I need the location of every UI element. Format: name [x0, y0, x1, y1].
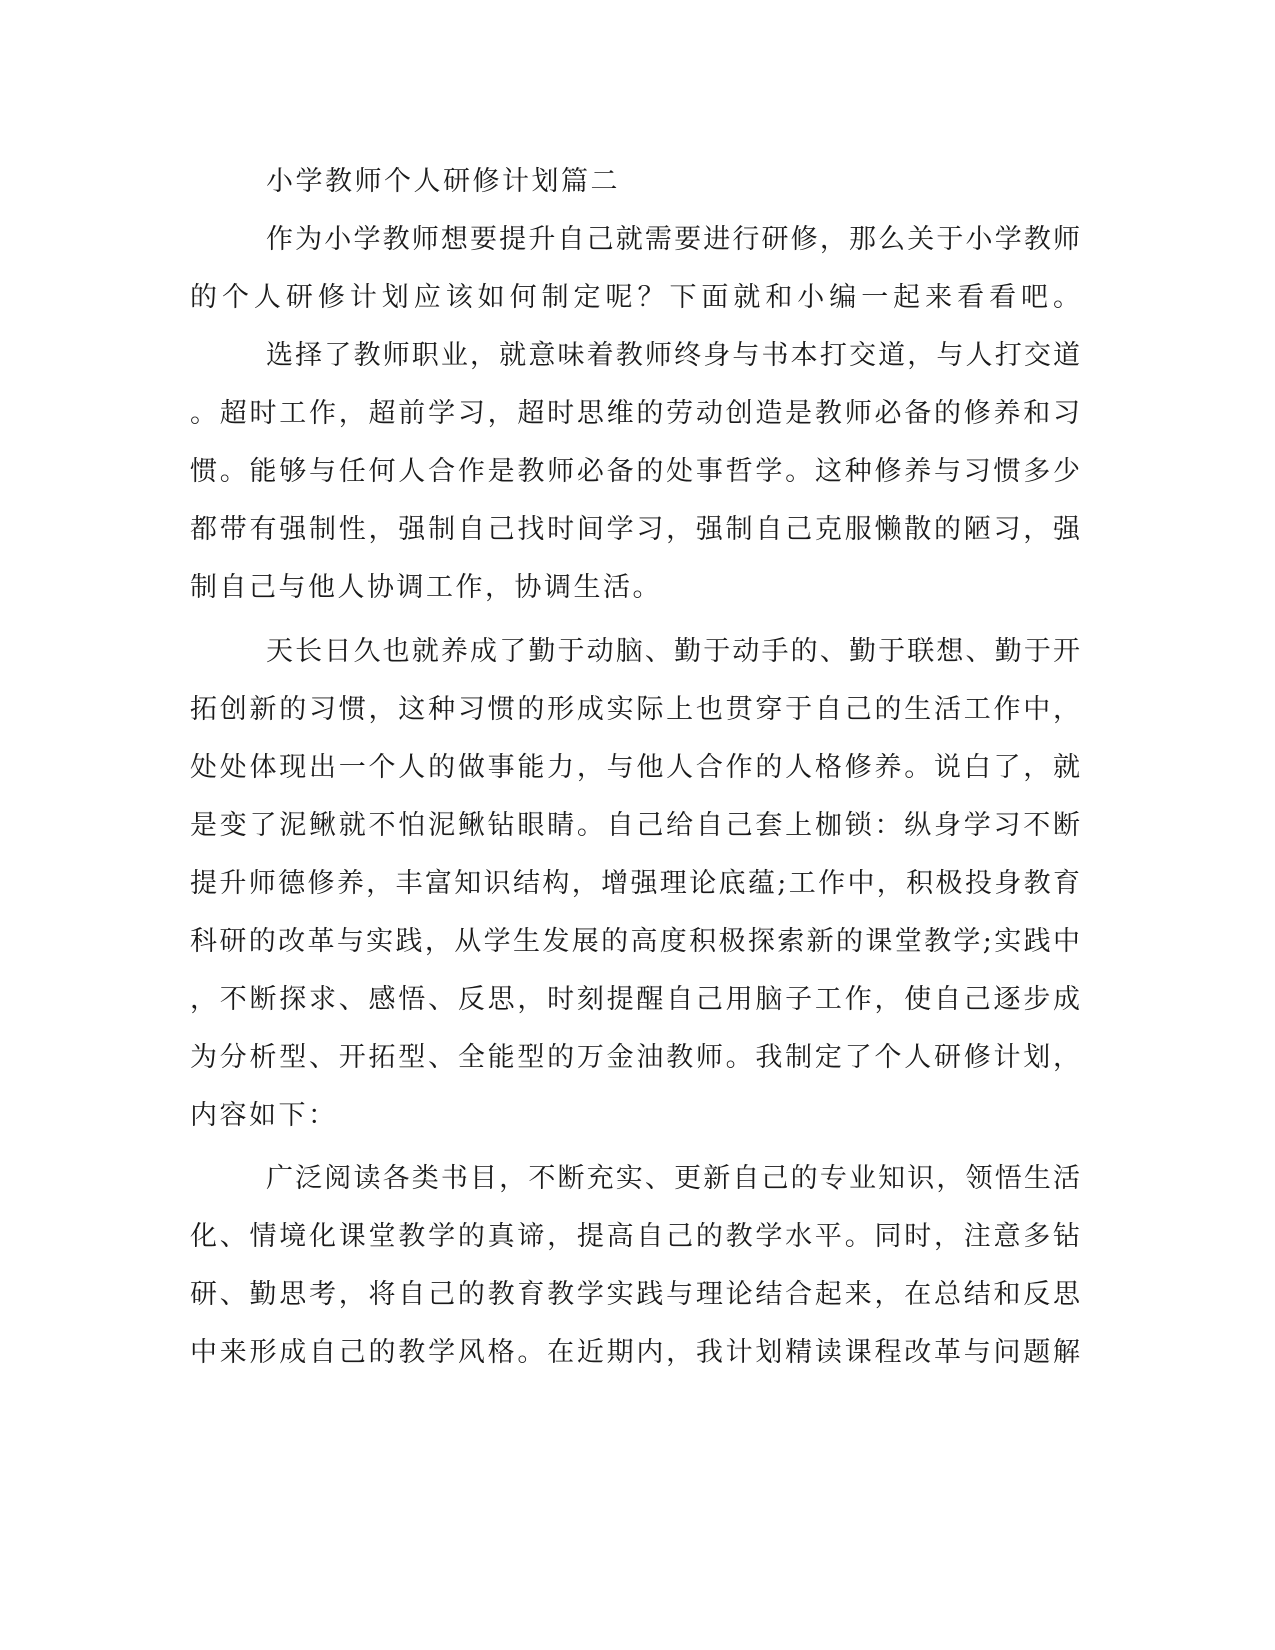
- paragraph-3-line-8: 为分析型、开拓型、全能型的万金油教师。我制定了个人研修计划，: [190, 1042, 1080, 1073]
- paragraph-3-line-1: 天长日久也就养成了勤于动脑、勤于动手的、勤于联想、勤于开: [266, 636, 1080, 667]
- paragraph-4-line-2: 化、情境化课堂教学的真谛，提高自己的教学水平。同时，注意多钻: [190, 1221, 1080, 1252]
- document-title: 小学教师个人研修计划篇二: [266, 166, 620, 197]
- paragraph-3-line-4: 是变了泥鳅就不怕泥鳅钻眼睛。自己给自己套上枷锁：纵身学习不断: [190, 810, 1080, 841]
- paragraph-3-line-5: 提升师德修养，丰富知识结构，增强理论底蕴;工作中，积极投身教育: [190, 868, 1080, 899]
- paragraph-4-line-1: 广泛阅读各类书目，不断充实、更新自己的专业知识，领悟生活: [266, 1163, 1080, 1194]
- paragraph-2-line-4: 都带有强制性，强制自己找时间学习，强制自己克服懒散的陋习，强: [190, 514, 1080, 545]
- paragraph-4-line-3: 研、勤思考，将自己的教育教学实践与理论结合起来，在总结和反思: [190, 1279, 1080, 1310]
- paragraph-3-line-6: 科研的改革与实践，从学生发展的高度积极探索新的课堂教学;实践中: [190, 926, 1080, 957]
- paragraph-2-line-1: 选择了教师职业，就意味着教师终身与书本打交道，与人打交道: [266, 340, 1080, 371]
- paragraph-3-line-9: 内容如下：: [190, 1100, 338, 1131]
- paragraph-4-line-4: 中来形成自己的教学风格。在近期内，我计划精读课程改革与问题解: [190, 1337, 1080, 1368]
- paragraph-3-line-2: 拓创新的习惯，这种习惯的形成实际上也贯穿于自己的生活工作中，: [190, 694, 1080, 725]
- paragraph-2-line-5: 制自己与他人协调工作，协调生活。: [190, 572, 662, 603]
- paragraph-1-line-2: 的个人研修计划应该如何制定呢？下面就和小编一起来看看吧。: [190, 282, 1080, 313]
- paragraph-3-line-7: ，不断探求、感悟、反思，时刻提醒自己用脑子工作，使自己逐步成: [190, 984, 1080, 1015]
- paragraph-2-line-2: 。超时工作，超前学习，超时思维的劳动创造是教师必备的修养和习: [190, 398, 1080, 429]
- paragraph-2-line-3: 惯。能够与任何人合作是教师必备的处事哲学。这种修养与习惯多少: [190, 456, 1080, 487]
- paragraph-3-line-3: 处处体现出一个人的做事能力，与他人合作的人格修养。说白了，就: [190, 752, 1080, 783]
- paragraph-1-line-1: 作为小学教师想要提升自己就需要进行研修，那么关于小学教师: [266, 224, 1080, 255]
